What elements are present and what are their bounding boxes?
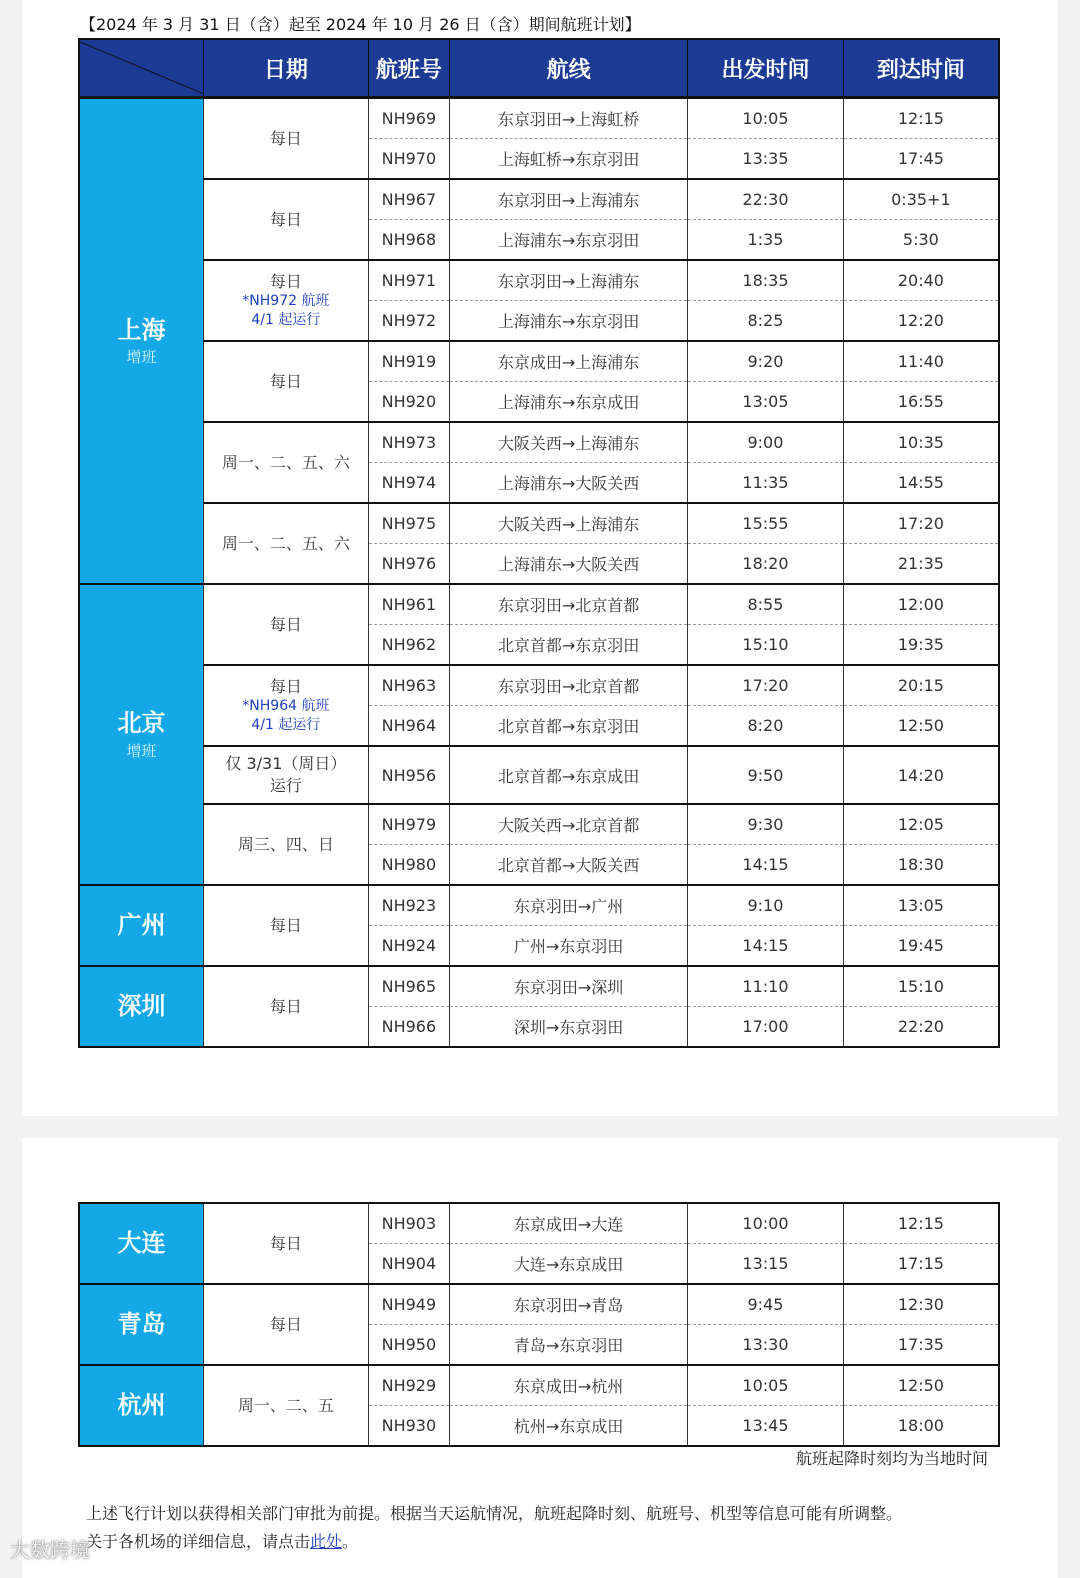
- days-note-line1: *NH972 航班: [242, 293, 330, 310]
- flight-route: 上海浦东→东京羽田: [450, 301, 688, 342]
- flight-number: NH963: [368, 665, 449, 706]
- days-note-line2: 4/1 起运行: [251, 717, 321, 734]
- flight-number: NH968: [368, 220, 449, 261]
- arrival-time: 16:55: [843, 382, 999, 423]
- flight-route: 北京首都→东京成田: [450, 746, 688, 804]
- header-arrival-time: 到达时间: [843, 39, 999, 98]
- footer-line-2-suffix: 。: [342, 1532, 359, 1551]
- table-row: [79, 179, 999, 220]
- days-label-line2: 运行: [269, 776, 302, 795]
- table-row: [79, 98, 999, 139]
- flight-route: 大阪关西→北京首都: [450, 804, 688, 845]
- flight-route: 北京首都→东京羽田: [450, 625, 688, 666]
- flight-number: NH973: [368, 422, 449, 463]
- local-time-note: 航班起降时刻均为当地时间: [795, 1449, 988, 1468]
- flight-route: 大阪关西→上海浦东: [450, 503, 688, 544]
- arrival-time: 15:10: [843, 966, 999, 1007]
- flight-route: 东京羽田→青岛: [450, 1284, 688, 1325]
- arrival-time: 12:15: [843, 98, 999, 139]
- flight-number: NH949: [368, 1284, 449, 1325]
- departure-time: 13:30: [688, 1325, 844, 1366]
- flight-route: 大连→东京成田: [450, 1244, 688, 1285]
- arrival-time: 17:15: [843, 1244, 999, 1285]
- table-row: [79, 260, 999, 301]
- flight-number: NH920: [368, 382, 449, 423]
- flight-route: 大阪关西→上海浦东: [450, 422, 688, 463]
- flight-number: NH962: [368, 625, 449, 666]
- footer-line-2: [86, 1528, 1016, 1556]
- days-cell: 周三、四、日: [204, 804, 369, 885]
- arrival-time: 21:35: [843, 544, 999, 585]
- departure-time: 8:20: [688, 706, 844, 747]
- flight-number: NH967: [368, 179, 449, 220]
- city-cell-shenzhen: 深圳: [79, 966, 204, 1047]
- departure-time: 15:55: [688, 503, 844, 544]
- arrival-time: 12:05: [843, 804, 999, 845]
- departure-time: 10:05: [688, 1365, 844, 1406]
- departure-time: 9:45: [688, 1284, 844, 1325]
- flight-number: NH956: [368, 746, 449, 804]
- table-row: [79, 1284, 999, 1325]
- days-cell-with-note: [204, 665, 369, 746]
- header-date: 日期: [204, 39, 369, 98]
- table-row: [79, 341, 999, 382]
- arrival-time: 17:20: [843, 503, 999, 544]
- flight-route: 深圳→东京羽田: [450, 1007, 688, 1048]
- flight-number: NH970: [368, 139, 449, 180]
- days-cell: 周一、二、五、六: [204, 422, 369, 503]
- arrival-time: 22:20: [843, 1007, 999, 1048]
- flight-route: 东京成田→大连: [450, 1203, 688, 1244]
- city-cell-hangzhou: 杭州: [79, 1365, 204, 1446]
- flight-number: NH976: [368, 544, 449, 585]
- diagonal-divider: [80, 40, 204, 96]
- header-departure-time: 出发时间: [688, 39, 844, 98]
- table-header-row: [79, 39, 999, 98]
- departure-time: 8:25: [688, 301, 844, 342]
- departure-time: 18:35: [688, 260, 844, 301]
- arrival-time: 12:00: [843, 584, 999, 625]
- flight-number: NH969: [368, 98, 449, 139]
- city-name: 北京: [117, 709, 166, 738]
- city-cell-shanghai: [79, 98, 204, 585]
- arrival-time: 19:35: [843, 625, 999, 666]
- flight-number: NH966: [368, 1007, 449, 1048]
- flight-route: 上海浦东→东京成田: [450, 382, 688, 423]
- flight-number: NH923: [368, 885, 449, 926]
- flight-route: 东京成田→杭州: [450, 1365, 688, 1406]
- flight-route: 东京羽田→广州: [450, 885, 688, 926]
- days-cell: 每日: [204, 966, 369, 1047]
- arrival-time: 19:45: [843, 926, 999, 967]
- days-cell: 每日: [204, 179, 369, 260]
- arrival-time: 12:15: [843, 1203, 999, 1244]
- flight-route: 东京羽田→深圳: [450, 966, 688, 1007]
- days-cell: 每日: [204, 584, 369, 665]
- flight-route: 东京成田→上海浦东: [450, 341, 688, 382]
- departure-time: 9:20: [688, 341, 844, 382]
- flight-route: 上海浦东→大阪关西: [450, 544, 688, 585]
- table-row: [79, 885, 999, 926]
- departure-time: 18:20: [688, 544, 844, 585]
- table-row: [79, 1203, 999, 1244]
- footer-line-1: 上述飞行计划以获得相关部门审批为前提。根据当天运航情况，航班起降时刻、航班号、机型等信息可能有所调整。: [86, 1504, 903, 1523]
- city-cell-beijing: [79, 584, 204, 885]
- flight-number: NH972: [368, 301, 449, 342]
- table-row: [79, 746, 999, 804]
- departure-time: 14:15: [688, 926, 844, 967]
- days-cell: 每日: [204, 1284, 369, 1365]
- flight-route: 东京羽田→上海虹桥: [450, 98, 688, 139]
- flight-route: 广州→东京羽田: [450, 926, 688, 967]
- table-row: [79, 665, 999, 706]
- departure-time: 8:55: [688, 584, 844, 625]
- days-label: 每日: [269, 676, 302, 696]
- flight-number: NH971: [368, 260, 449, 301]
- flight-route: 杭州→东京成田: [450, 1406, 688, 1447]
- arrival-time: 20:40: [843, 260, 999, 301]
- departure-time: 10:05: [688, 98, 844, 139]
- flight-number: NH919: [368, 341, 449, 382]
- flight-number: NH979: [368, 804, 449, 845]
- table-row: [79, 966, 999, 1007]
- city-cell-qingdao: 青岛: [79, 1284, 204, 1365]
- arrival-time: 17:35: [843, 1325, 999, 1366]
- departure-time: 11:10: [688, 966, 844, 1007]
- arrival-time: 12:50: [843, 706, 999, 747]
- arrival-time: 14:55: [843, 463, 999, 504]
- departure-time: 1:35: [688, 220, 844, 261]
- footer-line-2-prefix: 关于各机场的详细信息，请点击: [86, 1532, 311, 1551]
- days-label: 每日: [269, 271, 302, 291]
- flight-number: NH965: [368, 966, 449, 1007]
- arrival-time: 5:30: [843, 220, 999, 261]
- header-flight-number: 航班号: [368, 39, 449, 98]
- arrival-time: 20:15: [843, 665, 999, 706]
- departure-time: 22:30: [688, 179, 844, 220]
- city-subtitle: 增班: [126, 741, 157, 760]
- flight-route: 东京羽田→北京首都: [450, 584, 688, 625]
- days-label-line1: 仅 3/31（周日）: [225, 754, 347, 774]
- table-row: [79, 584, 999, 625]
- watermark: 大数跨境: [10, 1538, 90, 1562]
- departure-time: 13:35: [688, 139, 844, 180]
- departure-time: 13:05: [688, 382, 844, 423]
- days-cell: 周一、二、五、六: [204, 503, 369, 584]
- days-cell: 每日: [204, 885, 369, 966]
- flight-number: NH929: [368, 1365, 449, 1406]
- flight-route: 东京羽田→上海浦东: [450, 260, 688, 301]
- departure-time: 10:00: [688, 1203, 844, 1244]
- flight-number: NH904: [368, 1244, 449, 1285]
- arrival-time: 12:20: [843, 301, 999, 342]
- days-cell: 每日: [204, 98, 369, 180]
- city-subtitle: 增班: [126, 348, 157, 367]
- departure-time: 9:30: [688, 804, 844, 845]
- days-cell: 每日: [204, 341, 369, 422]
- departure-time: 13:15: [688, 1244, 844, 1285]
- flight-route: 上海虹桥→东京羽田: [450, 139, 688, 180]
- departure-time: 11:35: [688, 463, 844, 504]
- days-note-line2: 4/1 起运行: [251, 312, 321, 329]
- header-route: 航线: [450, 39, 688, 98]
- days-note-line1: *NH964 航班: [242, 698, 330, 715]
- flight-schedule-table: [78, 38, 1000, 1048]
- days-cell-with-note: [204, 260, 369, 341]
- days-cell: 每日: [204, 1203, 369, 1284]
- flight-number: NH975: [368, 503, 449, 544]
- flight-route: 东京羽田→北京首都: [450, 665, 688, 706]
- flight-route: 北京首都→大阪关西: [450, 845, 688, 886]
- arrival-time: 10:35: [843, 422, 999, 463]
- airport-details-link[interactable]: 此处: [310, 1532, 343, 1551]
- flight-route: 青岛→东京羽田: [450, 1325, 688, 1366]
- flight-route: 上海浦东→东京羽田: [450, 220, 688, 261]
- departure-time: 9:00: [688, 422, 844, 463]
- flight-number: NH980: [368, 845, 449, 886]
- city-cell-dalian: 大连: [79, 1203, 204, 1284]
- flight-number: NH903: [368, 1203, 449, 1244]
- arrival-time: 0:35+1: [843, 179, 999, 220]
- days-cell-special: [204, 746, 369, 804]
- flight-route: 上海浦东→大阪关西: [450, 463, 688, 504]
- flight-number: NH930: [368, 1406, 449, 1447]
- flight-number: NH961: [368, 584, 449, 625]
- days-cell: 周一、二、五: [204, 1365, 369, 1446]
- arrival-time: 12:50: [843, 1365, 999, 1406]
- flight-route: 东京羽田→上海浦东: [450, 179, 688, 220]
- city-name: 上海: [117, 315, 166, 344]
- table-row: [79, 804, 999, 845]
- departure-time: 9:10: [688, 885, 844, 926]
- departure-time: 17:20: [688, 665, 844, 706]
- flight-schedule-table-continued: [78, 1202, 1000, 1447]
- departure-time: 9:50: [688, 746, 844, 804]
- departure-time: 15:10: [688, 625, 844, 666]
- city-cell-guangzhou: 广州: [79, 885, 204, 966]
- arrival-time: 12:30: [843, 1284, 999, 1325]
- arrival-time: 17:45: [843, 139, 999, 180]
- table-row: [79, 1365, 999, 1406]
- departure-time: 17:00: [688, 1007, 844, 1048]
- departure-time: 13:45: [688, 1406, 844, 1447]
- footer-notice: [86, 1500, 1016, 1556]
- header-corner-cell: [79, 39, 204, 98]
- flight-number: NH950: [368, 1325, 449, 1366]
- flight-number: NH974: [368, 463, 449, 504]
- schedule-caption: 【2024 年 3 月 31 日（含）起至 2024 年 10 月 26 日（含）期间航班计划】: [80, 15, 641, 34]
- flight-number: NH924: [368, 926, 449, 967]
- flight-route: 北京首都→东京羽田: [450, 706, 688, 747]
- table-row: [79, 503, 999, 544]
- arrival-time: 11:40: [843, 341, 999, 382]
- arrival-time: 14:20: [843, 746, 999, 804]
- table-row: [79, 422, 999, 463]
- arrival-time: 18:30: [843, 845, 999, 886]
- flight-number: NH964: [368, 706, 449, 747]
- arrival-time: 18:00: [843, 1406, 999, 1447]
- arrival-time: 13:05: [843, 885, 999, 926]
- departure-time: 14:15: [688, 845, 844, 886]
